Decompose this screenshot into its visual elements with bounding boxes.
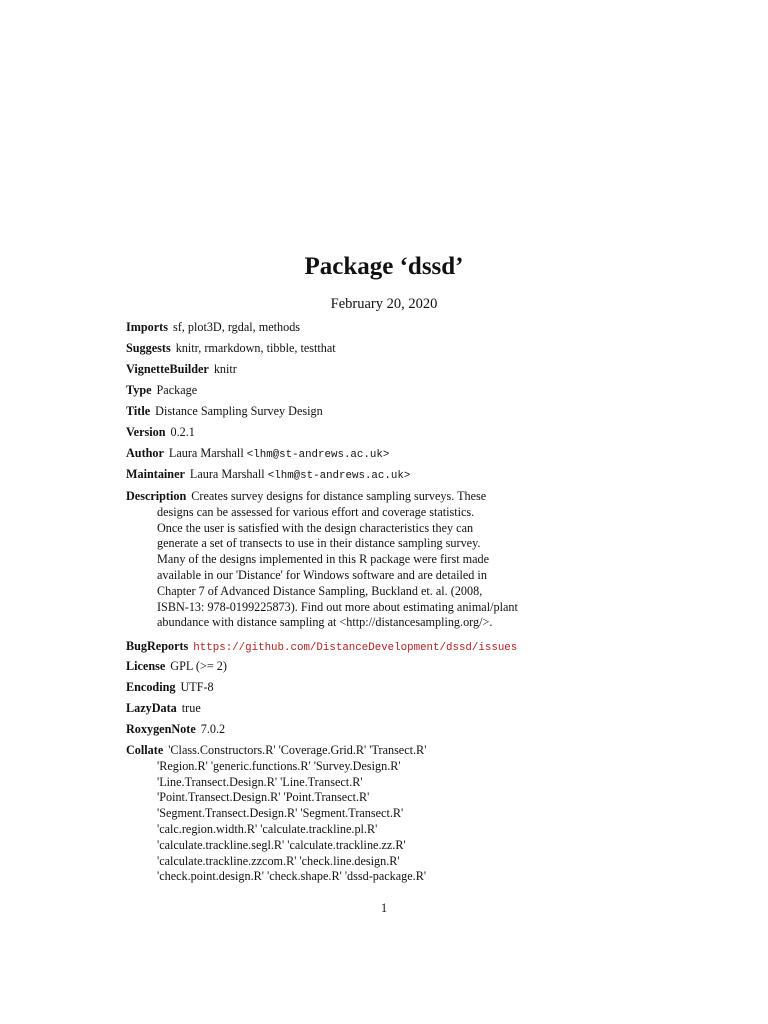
vignette-builder-field [126, 362, 646, 378]
collate-line: 'calculate.trackline.segl.R' 'calculate.trackline.zz.R' [157, 837, 406, 852]
vignette-builder-key: VignetteBuilder [126, 362, 209, 376]
version-field [126, 425, 646, 441]
author-key: Author [126, 446, 164, 460]
maintainer-name: Laura Marshall [189, 467, 265, 481]
encoding-key: Encoding [126, 680, 176, 694]
description-line: abundance with distance sampling at <http://distancesampling.org/>. [157, 615, 493, 630]
roxygen-note-value: 7.0.2 [200, 722, 226, 736]
description-line: available in our 'Distance' for Windows software and are detailed in [157, 567, 487, 582]
author-email: <lhm@st-andrews.ac.uk> [246, 449, 390, 461]
vignette-builder-value: knitr [213, 362, 237, 376]
maintainer-email: <lhm@st-andrews.ac.uk> [267, 470, 411, 482]
description-line: generate a set of transects to use in their distance sampling survey. [157, 536, 481, 551]
page-number: 1 [380, 901, 388, 915]
imports-field [126, 320, 646, 336]
bug-reports-field [126, 639, 646, 657]
roxygen-note-field [126, 722, 646, 738]
version-value: 0.2.1 [170, 425, 195, 439]
description-line: Once the user is satisfied with the design characteristics they can [157, 520, 474, 535]
description-line: Chapter 7 of Advanced Distance Sampling, Buckland et. al. (2008, [157, 583, 483, 598]
maintainer-key: Maintainer [126, 467, 185, 481]
license-key: License [126, 659, 166, 673]
collate-line: 'Segment.Transect.Design.R' 'Segment.Transect.R' [157, 806, 404, 821]
encoding-field [126, 680, 646, 696]
suggests-key: Suggests [126, 341, 171, 355]
title-field [126, 404, 646, 420]
description-key: Description [126, 489, 187, 503]
encoding-value: UTF-8 [180, 680, 214, 694]
description-line: designs can be assessed for various effort and coverage statistics. [157, 504, 475, 519]
type-field [126, 383, 646, 399]
title-value: Distance Sampling Survey Design [155, 404, 323, 418]
description-line: Description Creates survey designs for distance sampling surveys. These [126, 489, 487, 503]
bug-reports-key: BugReports [126, 639, 189, 653]
collate-line: Collate 'Class.Constructors.R' 'Coverage.Grid.R' 'Transect.R' [126, 743, 427, 757]
collate-line: 'Region.R' 'generic.functions.R' 'Survey.Design.R' [157, 758, 401, 773]
license-field [126, 659, 646, 675]
page-title: Package ‘dssd’ [304, 253, 464, 280]
imports-key: Imports [126, 320, 168, 334]
author-name: Laura Marshall [168, 446, 244, 460]
collate-line: 'check.point.design.R' 'check.shape.R' 'dssd-package.R' [157, 869, 427, 884]
type-value: Package [156, 383, 198, 397]
description-line: ISBN-13: 978-0199225873). Find out more about estimating animal/plant [157, 599, 518, 614]
lazy-data-key: LazyData [126, 701, 177, 715]
description-field [126, 489, 646, 631]
collate-line: 'calculate.trackline.zzcom.R' 'check.line.design.R' [157, 853, 400, 868]
type-key: Type [126, 383, 152, 397]
version-key: Version [126, 425, 166, 439]
suggests-value: knitr, rmarkdown, tibble, testthat [175, 341, 336, 355]
suggests-field [126, 341, 646, 357]
author-field [126, 446, 646, 464]
collate-field [126, 743, 646, 885]
package-date: February 20, 2020 [330, 296, 438, 312]
title-key: Title [126, 404, 151, 418]
lazy-data-value: true [181, 701, 201, 715]
lazy-data-field [126, 701, 646, 717]
imports-value: sf, plot3D, rgdal, methods [172, 320, 301, 334]
collate-line: 'calc.region.width.R' 'calculate.trackline.pl.R' [157, 821, 378, 836]
roxygen-note-key: RoxygenNote [126, 722, 196, 736]
license-value: GPL (>= 2) [170, 659, 227, 673]
bug-reports-link[interactable]: https://github.com/DistanceDevelopment/dssd/issues [193, 642, 518, 654]
collate-line: 'Line.Transect.Design.R' 'Line.Transect.R' [157, 774, 363, 789]
description-line: Many of the designs implemented in this R package were first made [157, 552, 490, 567]
maintainer-field [126, 467, 646, 485]
collate-key: Collate [126, 743, 164, 757]
collate-line: 'Point.Transect.Design.R' 'Point.Transect.R' [157, 790, 370, 805]
